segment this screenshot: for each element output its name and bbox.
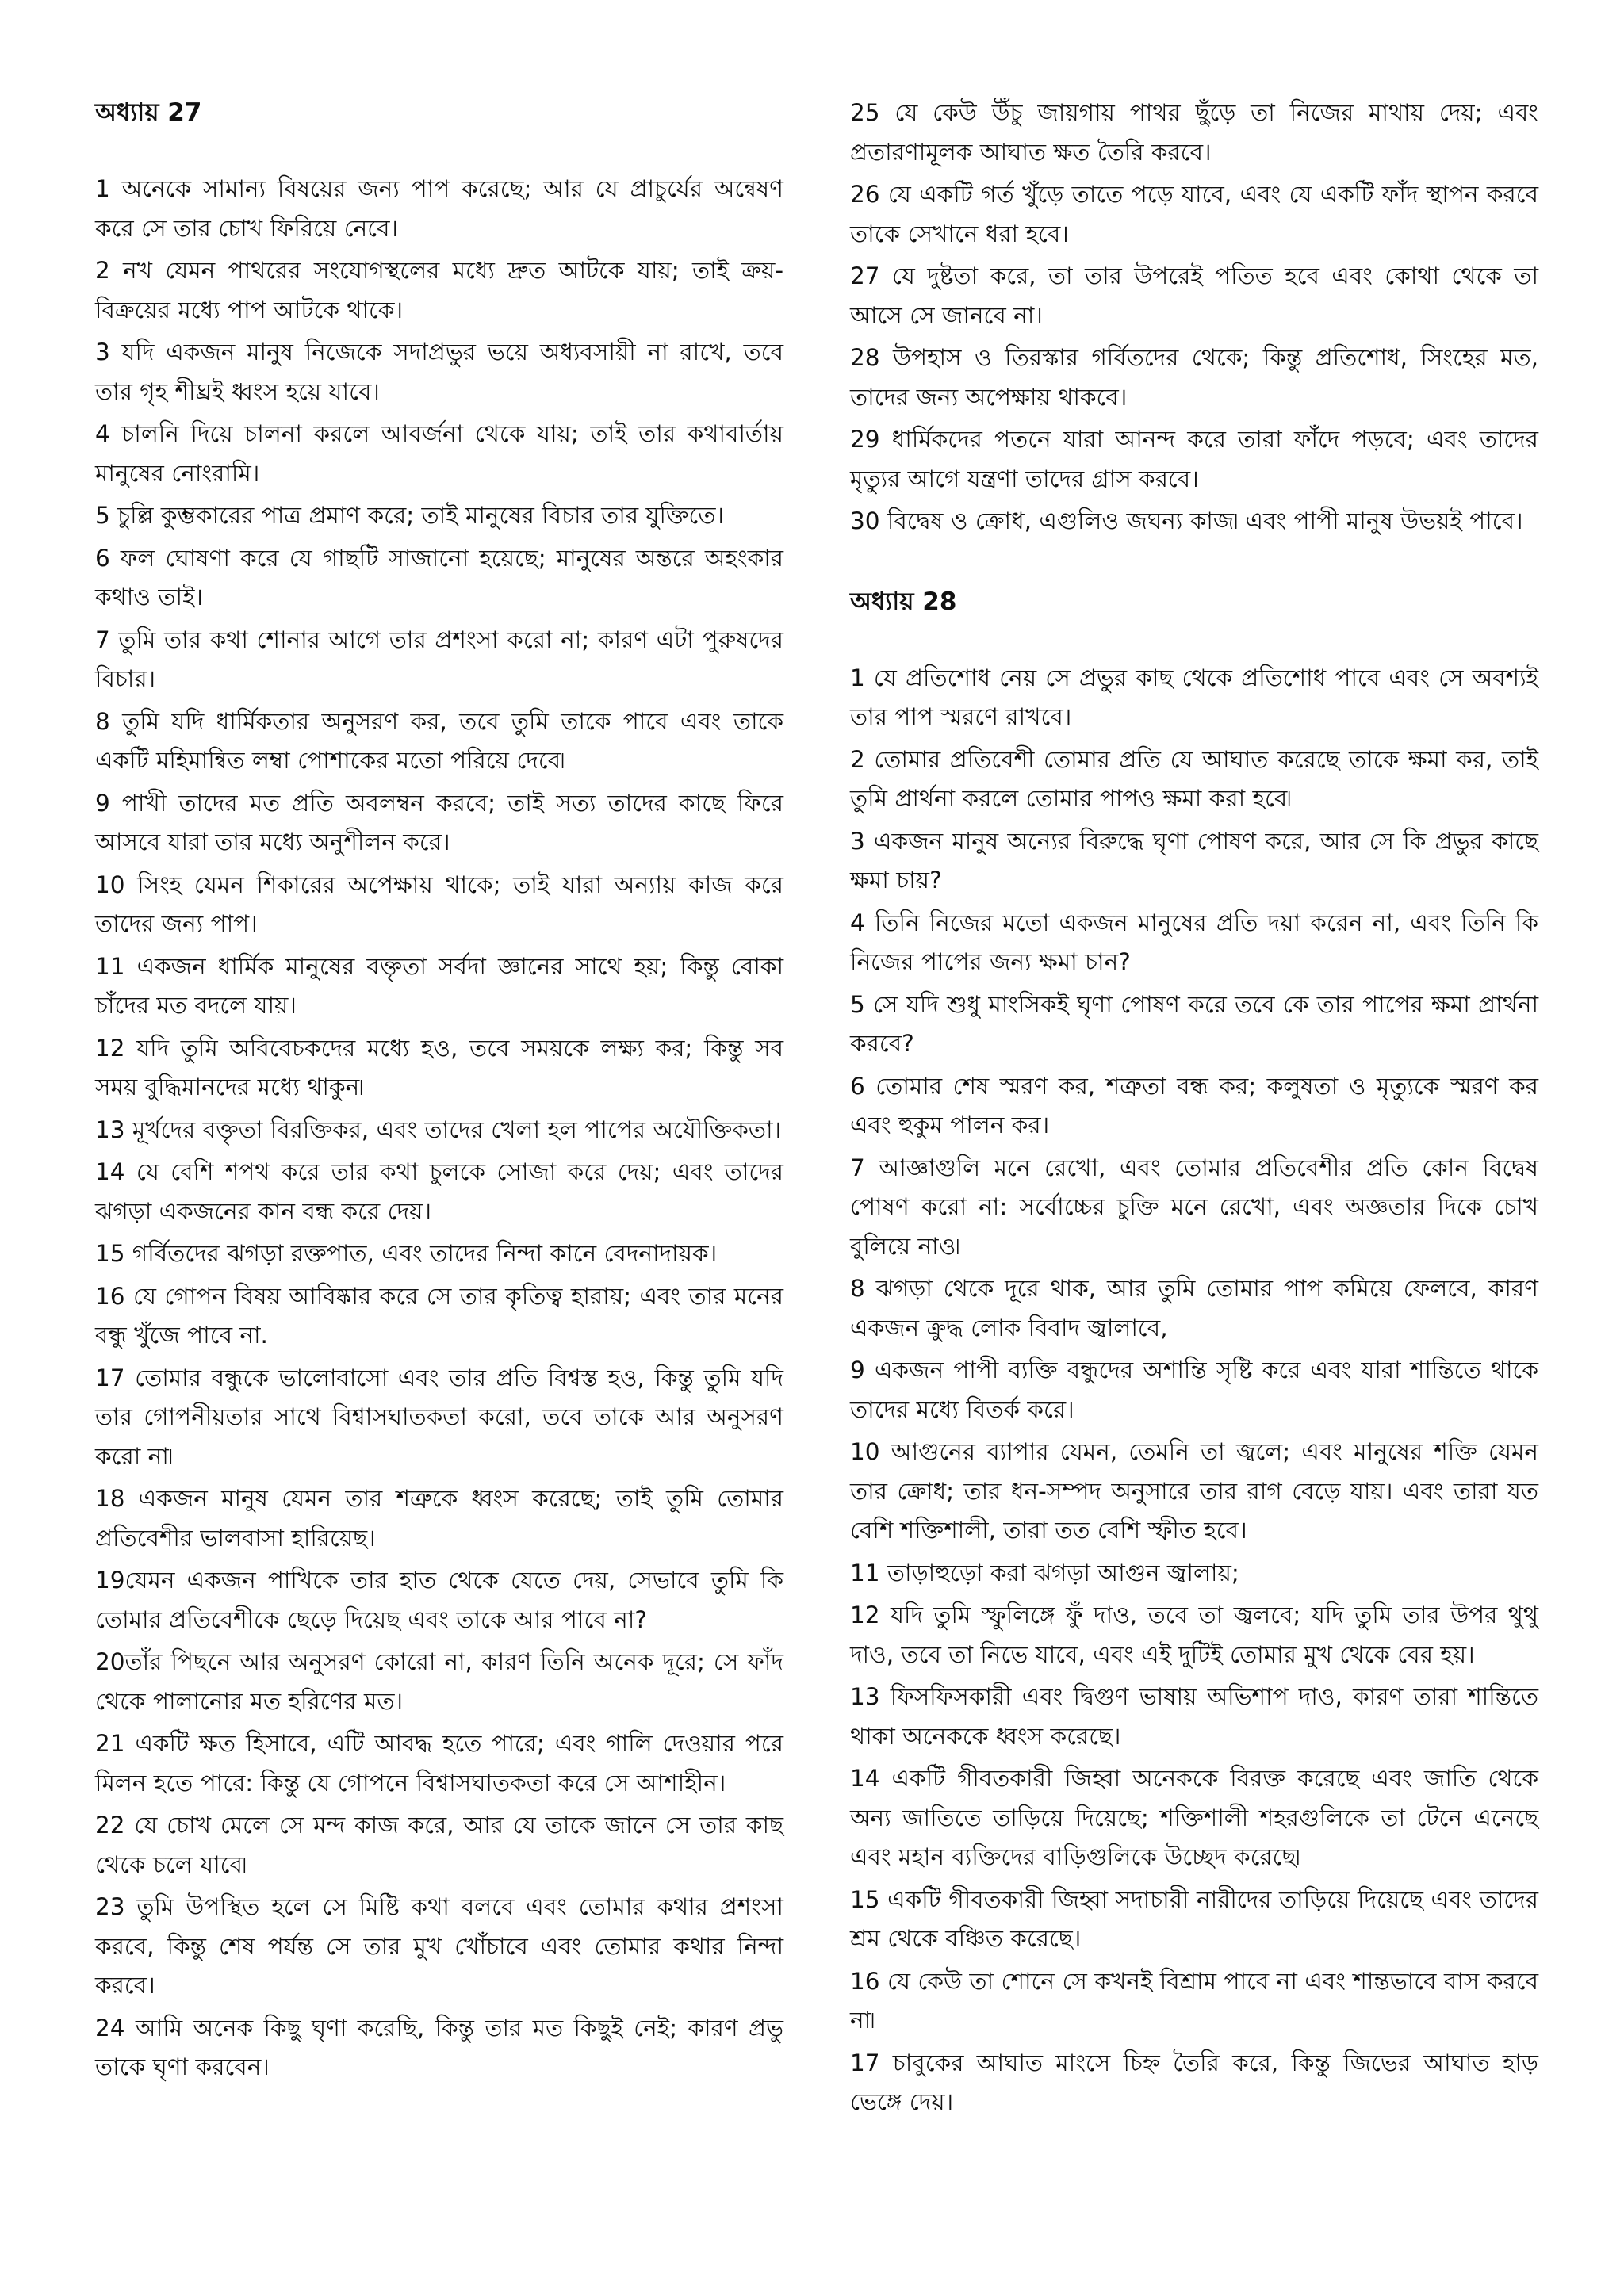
verse-27-1: 1 অনেকে সামান্য বিষয়ের জন্য পাপ করেছে; আর যে প্রাচুর্যের অন্বেষণ করে সে তার চোখ ফিরিয়ে নেবে। bbox=[95, 175, 783, 242]
verse-27-12: 12 যদি তুমি অবিবেচকদের মধ্যে হও, তবে সময়কে লক্ষ্য কর; কিন্তু সব সময় বুদ্ধিমানদের মধ্যে থাকুন৷ bbox=[95, 1034, 783, 1100]
verse-28-10: 10 আগুনের ব্যাপার যেমন, তেমনি তা জ্বলে; এবং মানুষের শক্তি যেমন তার ক্রোধ; তার ধন-সম্পদ অনুসারে তার রাগ বেড়ে যায়। এবং তারা যত বেশি শক্তিশালী, তারা তত বেশি স্ফীত হবে। bbox=[850, 1438, 1538, 1544]
verse-27-18: 18 একজন মানুষ যেমন তার শত্রুকে ধ্বংস করেছে; তাই তুমি তোমার প্রতিবেশীর ভালবাসা হারিয়েছ। bbox=[95, 1485, 783, 1552]
chapter-28-title: অধ্যায় 28 bbox=[850, 587, 957, 616]
verse-27-16: 16 যে গোপন বিষয় আবিষ্কার করে সে তার কৃতিত্ব হারায়; এবং তার মনের বন্ধু খুঁজে পাবে না. bbox=[95, 1282, 783, 1349]
verse-27-8: 8 তুমি যদি ধার্মিকতার অনুসরণ কর, তবে তুমি তাকে পাবে এবং তাকে একটি মহিমান্বিত লম্বা পোশাকের মতো পরিয়ে দেবে৷ bbox=[95, 707, 783, 774]
verse-28-11: 11 তাড়াহুড়ো করা ঝগড়া আগুন জ্বালায়; bbox=[850, 1559, 1239, 1586]
verse-28-3: 3 একজন মানুষ অন্যের বিরুদ্ধে ঘৃণা পোষণ করে, আর সে কি প্রভুর কাছে ক্ষমা চায়? bbox=[850, 827, 1538, 894]
verse-27-20: 20তাঁর পিছনে আর অনুসরণ কোরো না, কারণ তিনি অনেক দূরে; সে ফাঁদ থেকে পালানোর মত হরিণের মত। bbox=[95, 1648, 783, 1715]
verse-28-13: 13 ফিসফিসকারী এবং দ্বিগুণ ভাষায় অভিশাপ দাও, কারণ তারা শান্তিতে থাকা অনেককে ধ্বংস করেছে। bbox=[850, 1683, 1538, 1750]
verse-28-14: 14 একটি গীবতকারী জিহ্বা অনেককে বিরক্ত করেছে এবং জাতি থেকে অন্য জাতিতে তাড়িয়ে দিয়েছে; শক্তিশালী শহরগুলিকে তা টেনে এনেছে এবং মহান ব্যক্তিদের বাড়িগুলিকে উচ্ছেদ করেছে৷ bbox=[850, 1765, 1538, 1870]
verse-27-23: 23 তুমি উপস্থিত হলে সে মিষ্টি কথা বলবে এবং তোমার কথার প্রশংসা করবে, কিন্তু শেষ পর্যন্ত সে তার মুখ খোঁচাবে এবং তোমার কথার নিন্দা করবে। bbox=[95, 1893, 783, 1999]
verse-27-30: 30 বিদ্বেষ ও ক্রোধ, এগুলিও জঘন্য কাজ৷ এবং পাপী মানুষ উভয়ই পাবে। bbox=[850, 507, 1523, 534]
verse-27-15: 15 গর্বিতদের ঝগড়া রক্তপাত, এবং তাদের নিন্দা কানে বেদনাদায়ক। bbox=[95, 1240, 718, 1267]
verse-27-9: 9 পাখী তাদের মত প্রতি অবলম্বন করবে; তাই সত্য তাদের কাছে ফিরে আসবে যারা তার মধ্যে অনুশীলন করে। bbox=[95, 789, 783, 855]
verse-28-9: 9 একজন পাপী ব্যক্তি বন্ধুদের অশান্তি সৃষ্টি করে এবং যারা শান্তিতে থাকে তাদের মধ্যে বিতর্ক করে। bbox=[850, 1357, 1538, 1423]
verse-28-8: 8 ঝগড়া থেকে দূরে থাক, আর তুমি তোমার পাপ কমিয়ে ফেলবে, কারণ একজন ক্রুদ্ধ লোক বিবাদ জ্বালাবে, bbox=[850, 1275, 1538, 1341]
verse-27-19: 19যেমন একজন পাখিকে তার হাত থেকে যেতে দেয়, সেভাবে তুমি কি তোমার প্রতিবেশীকে ছেড়ে দিয়েছ এবং তাকে আর পাবে না? bbox=[95, 1567, 783, 1633]
left-column bbox=[95, 94, 783, 2234]
verse-27-14: 14 যে বেশি শপথ করে তার কথা চুলকে সোজা করে দেয়; এবং তাদের ঝগড়া একজনের কান বন্ধ করে দেয়। bbox=[95, 1158, 783, 1225]
verse-27-22: 22 যে চোখ মেলে সে মন্দ কাজ করে, আর যে তাকে জানে সে তার কাছ থেকে চলে যাবে৷ bbox=[95, 1812, 783, 1878]
verse-27-29: 29 ধার্মিকদের পতনে যারা আনন্দ করে তারা ফাঁদে পড়বে; এবং তাদের মৃত্যুর আগে যন্ত্রণা তাদের গ্রাস করবে। bbox=[850, 426, 1538, 492]
verse-28-16: 16 যে কেউ তা শোনে সে কখনই বিশ্রাম পাবে না এবং শান্তভাবে বাস করবে না৷ bbox=[850, 1967, 1538, 2034]
verse-27-2: 2 নখ যেমন পাথরের সংযোগস্থলের মধ্যে দ্রুত আটকে যায়; তাই ক্রয়-বিক্রয়ের মধ্যে পাপ আটকে থাকে। bbox=[95, 257, 783, 323]
verse-28-7: 7 আজ্ঞাগুলি মনে রেখো, এবং তোমার প্রতিবেশীর প্রতি কোন বিদ্বেষ পোষণ করো না: সর্বোচ্চের চুক্তি মনে রেখো, এবং অজ্ঞতার দিকে চোখ বুলিয়ে নাও৷ bbox=[850, 1154, 1538, 1260]
verse-27-10: 10 সিংহ যেমন শিকারের অপেক্ষায় থাকে; তাই যারা অন্যায় কাজ করে তাদের জন্য পাপ। bbox=[95, 871, 783, 937]
verse-27-25: 25 যে কেউ উঁচু জায়গায় পাথর ছুঁড়ে তা নিজের মাথায় দেয়; এবং প্রতারণামূলক আঘাত ক্ষত তৈরি করবে। bbox=[850, 99, 1538, 166]
verse-27-6: 6 ফল ঘোষণা করে যে গাছটি সাজানো হয়েছে; মানুষের অন্তরে অহংকার কথাও তাই। bbox=[95, 544, 783, 610]
verse-28-15: 15 একটি গীবতকারী জিহ্বা সদাচারী নারীদের তাড়িয়ে দিয়েছে এবং তাদের শ্রম থেকে বঞ্চিত করেছে। bbox=[850, 1885, 1538, 1952]
verse-27-28: 28 উপহাস ও তিরস্কার গর্বিতদের থেকে; কিন্তু প্রতিশোধ, সিংহের মত, তাদের জন্য অপেক্ষায় থাকবে। bbox=[850, 344, 1538, 411]
document-page bbox=[95, 94, 1538, 2234]
right-column bbox=[850, 94, 1538, 2234]
verse-28-12: 12 যদি তুমি স্ফুলিঙ্গে ফুঁ দাও, তবে তা জ্বলবে; যদি তুমি তার উপর থুথু দাও, তবে তা নিভে যাবে, এবং এই দুটিই তোমার মুখ থেকে বের হয়। bbox=[850, 1601, 1538, 1668]
verse-27-21: 21 একটি ক্ষত হিসাবে, এটি আবদ্ধ হতে পারে; এবং গালি দেওয়ার পরে মিলন হতে পারে: কিন্তু যে গোপনে বিশ্বাসঘাতকতা করে সে আশাহীন। bbox=[95, 1730, 783, 1797]
verse-27-13: 13 মূর্খদের বক্তৃতা বিরক্তিকর, এবং তাদের খেলা হল পাপের অযৌক্তিকতা। bbox=[95, 1115, 782, 1143]
verse-27-17: 17 তোমার বন্ধুকে ভালোবাসো এবং তার প্রতি বিশ্বস্ত হও, কিন্তু তুমি যদি তার গোপনীয়তার সাথে বিশ্বাসঘাতকতা করো, তবে তাকে আর অনুসরণ করো না৷ bbox=[95, 1364, 783, 1470]
verse-27-4: 4 চালনি দিয়ে চালনা করলে আবর্জনা থেকে যায়; তাই তার কথাবার্তায় মানুষের নোংরামি। bbox=[95, 420, 783, 487]
chapter-27-title: অধ্যায় 27 bbox=[95, 98, 202, 127]
verse-27-26: 26 যে একটি গর্ত খুঁড়ে তাতে পড়ে যাবে, এবং যে একটি ফাঁদ স্থাপন করবে তাকে সেখানে ধরা হবে। bbox=[850, 181, 1538, 247]
verse-28-4: 4 তিনি নিজের মতো একজন মানুষের প্রতি দয়া করেন না, এবং তিনি কি নিজের পাপের জন্য ক্ষমা চান? bbox=[850, 909, 1538, 975]
verse-27-24: 24 আমি অনেক কিছু ঘৃণা করেছি, কিন্তু তার মত কিছুই নেই; কারণ প্রভু তাকে ঘৃণা করবেন। bbox=[95, 2014, 783, 2080]
verse-28-5: 5 সে যদি শুধু মাংসিকই ঘৃণা পোষণ করে তবে কে তার পাপের ক্ষমা প্রার্থনা করবে? bbox=[850, 990, 1538, 1057]
verse-27-7: 7 তুমি তার কথা শোনার আগে তার প্রশংসা করো না; কারণ এটা পুরুষদের বিচার। bbox=[95, 626, 783, 692]
verse-27-27: 27 যে দুষ্টতা করে, তা তার উপরেই পতিত হবে এবং কোথা থেকে তা আসে সে জানবে না। bbox=[850, 262, 1538, 329]
verse-28-1: 1 যে প্রতিশোধ নেয় সে প্রভুর কাছ থেকে প্রতিশোধ পাবে এবং সে অবশ্যই তার পাপ স্মরণে রাখবে। bbox=[850, 664, 1538, 730]
verse-28-17: 17 চাবুকের আঘাত মাংসে চিহ্ন তৈরি করে, কিন্তু জিভের আঘাত হাড় ভেঙ্গে দেয়। bbox=[850, 2049, 1538, 2115]
verse-28-6: 6 তোমার শেষ স্মরণ কর, শত্রুতা বন্ধ কর; কলুষতা ও মৃত্যুকে স্মরণ কর এবং হুকুম পালন কর। bbox=[850, 1072, 1538, 1138]
verse-27-3: 3 যদি একজন মানুষ নিজেকে সদাপ্রভুর ভয়ে অধ্যবসায়ী না রাখে, তবে তার গৃহ শীঘ্রই ধ্বংস হয়ে যাবে। bbox=[95, 339, 783, 405]
verse-27-11: 11 একজন ধার্মিক মানুষের বক্তৃতা সর্বদা জ্ঞানের সাথে হয়; কিন্তু বোকা চাঁদের মত বদলে যায়। bbox=[95, 952, 783, 1019]
verse-27-5: 5 চুল্লি কুম্ভকারের পাত্র প্রমাণ করে; তাই মানুষের বিচার তার যুক্তিতে। bbox=[95, 502, 725, 529]
verse-28-2: 2 তোমার প্রতিবেশী তোমার প্রতি যে আঘাত করেছে তাকে ক্ষমা কর, তাই তুমি প্রার্থনা করলে তোমার পাপও ক্ষমা করা হবে৷ bbox=[850, 745, 1538, 812]
